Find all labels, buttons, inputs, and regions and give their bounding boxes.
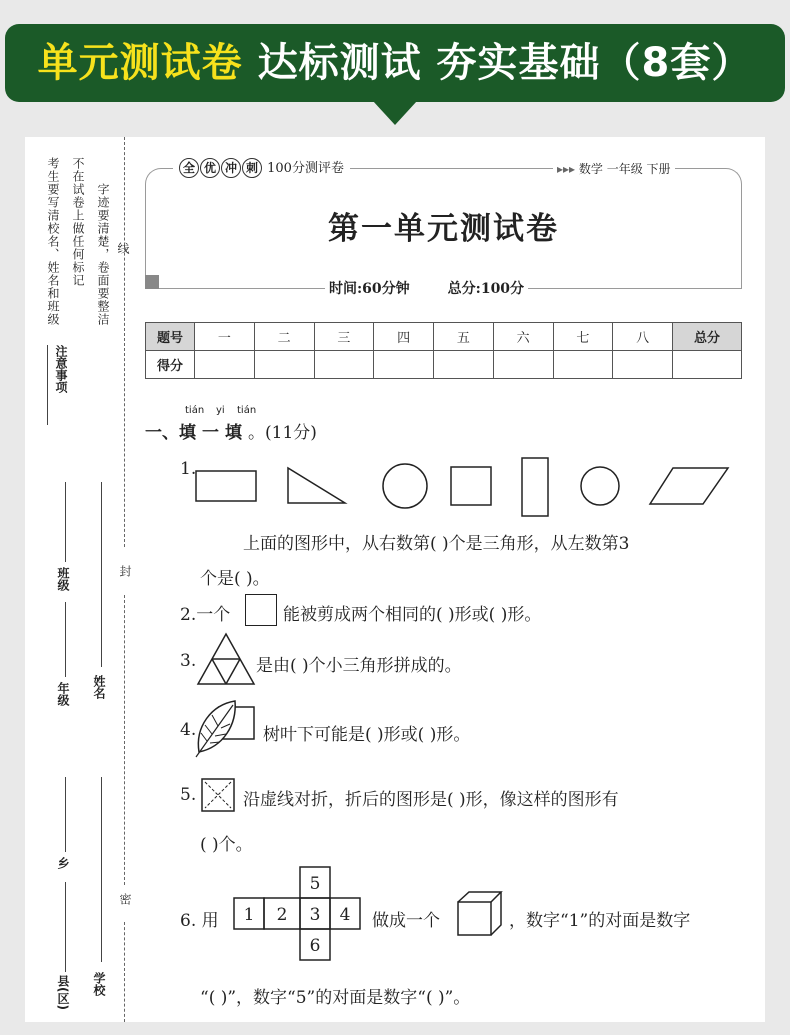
q4-text: 树叶下可能是( )形或( )形。 (263, 725, 471, 745)
q1-shapes (193, 455, 753, 520)
title-banner (5, 24, 785, 102)
notes-line-3: 字迹要清楚，卷面要整洁 (96, 183, 110, 326)
section-1-title (145, 418, 317, 443)
square-shape (451, 467, 491, 505)
cube-net (232, 865, 362, 965)
school-label: 学校 (92, 972, 106, 996)
q6-text1: 做成一个 (372, 911, 440, 931)
net-face-5: 5 (309, 874, 321, 894)
notes-title: 注意事项 (54, 345, 68, 393)
net-face-4: 4 (339, 905, 351, 925)
class-blank[interactable] (65, 482, 66, 562)
series-suffix: 100分测评卷 (267, 161, 344, 176)
score-cell[interactable] (254, 351, 314, 379)
q1-number: 1. (180, 459, 197, 479)
name-blank[interactable] (101, 482, 102, 667)
q1-line1: 上面的图形中，从右数第( )个是三角形，从左数第3 (243, 534, 630, 554)
banner-title-highlight: 单元测试卷 (37, 40, 243, 86)
grade-blank[interactable] (65, 602, 66, 677)
notes-line-1: 考生要写清校名、姓名和班级 (46, 157, 60, 326)
notes-line-tail: 线 (116, 242, 130, 255)
table-col-header: 七 (553, 323, 613, 351)
q5-text: 沿虚线对折，折后的图形是( )形，像这样的图形有 (243, 790, 619, 810)
pinyin-3: tián (237, 405, 257, 416)
county-label: 县(区) (56, 975, 70, 1010)
score-cell[interactable] (613, 351, 673, 379)
q6-number: 6. 用 (180, 911, 219, 931)
seal-dash-line-mid (124, 595, 125, 885)
score-cell[interactable] (195, 351, 255, 379)
circle-shape-small (581, 467, 619, 505)
score-cell[interactable] (434, 351, 494, 379)
score-cell[interactable] (553, 351, 613, 379)
score-cell[interactable] (673, 351, 742, 379)
seal-dash-line-top (124, 137, 125, 547)
net-face-2: 2 (276, 905, 288, 925)
grade-label: 年级 (56, 682, 70, 706)
fold-square-icon (200, 777, 236, 813)
table-col-header: 八 (613, 323, 673, 351)
notes-line-2: 不在试卷上做任何标记 (71, 157, 85, 287)
leaf-over-shape-icon (193, 697, 259, 759)
table-col-header: 二 (254, 323, 314, 351)
net-face-6: 6 (309, 936, 321, 956)
series-badge (173, 158, 350, 180)
section-number: 一、 (145, 423, 179, 443)
table-header-label: 题号 (146, 323, 195, 351)
banner-pointer-arrow (373, 101, 417, 125)
name-label: 姓名 (92, 675, 106, 699)
table-col-header: 三 (314, 323, 374, 351)
score-cell[interactable] (314, 351, 374, 379)
township-blank[interactable] (65, 777, 66, 852)
table-col-header: 六 (493, 323, 553, 351)
pinyin-2: yi (216, 405, 225, 416)
arrows-icon: ▸▸▸ (557, 162, 576, 176)
table-col-header: 四 (374, 323, 434, 351)
square-icon (245, 594, 277, 626)
q3-text: 是由( )个小三角形拼成的。 (256, 656, 462, 676)
q4-number: 4. (180, 720, 197, 740)
table-row-label: 得分 (146, 351, 195, 379)
triangle-shape (288, 468, 345, 503)
class-label: 班级 (56, 567, 70, 591)
series-char: 优 (200, 158, 220, 178)
triangle-grid-icon (195, 631, 257, 689)
table-col-header: 一 (195, 323, 255, 351)
banner-title (5, 24, 785, 102)
exam-paper (25, 137, 765, 1022)
table-total-header: 总分 (673, 323, 742, 351)
table-col-header: 五 (434, 323, 494, 351)
time-text: 时间:60分钟 (329, 281, 410, 297)
q1-line2: 个是( )。 (200, 569, 270, 589)
time-total-info (325, 278, 528, 298)
table-row (146, 323, 742, 351)
q3-number: 3. (180, 651, 197, 671)
table-row (146, 351, 742, 379)
net-face-3: 3 (309, 905, 321, 925)
rectangle-shape (196, 471, 256, 501)
q5-number: 5. (180, 785, 197, 805)
banner-title-rest: 达标测试 夯实基础（8套） (242, 40, 753, 86)
q6-line2: “( )”，数字“5”的对面是数字“( )”。 (200, 988, 471, 1008)
seal-char-feng: 封 (118, 565, 132, 577)
q2-text: 能被剪成两个相同的( )形或( )形。 (283, 605, 542, 625)
net-face-1: 1 (243, 905, 255, 925)
township-label: 乡 (56, 857, 70, 869)
q5-line2: ( )个。 (200, 835, 253, 855)
score-cell[interactable] (493, 351, 553, 379)
section-points: 。(11分) (248, 423, 317, 443)
parallelogram-shape (650, 468, 728, 504)
q6-text2: ，数字“1”的对面是数字 (509, 911, 691, 931)
series-char: 全 (179, 158, 199, 178)
circle-shape (383, 464, 427, 508)
section-heading: 填一填 (179, 423, 248, 443)
header-corner-square (145, 275, 159, 289)
q2-number: 2.一个 (180, 605, 231, 625)
subject-text: 数学 一年级 下册 (578, 162, 671, 176)
seal-char-mi: 密 (118, 893, 132, 905)
school-blank[interactable] (101, 777, 102, 962)
page-title: 第一单元测试卷 (328, 211, 559, 247)
seal-dash-line-bottom (124, 922, 125, 1022)
subject-info (553, 158, 675, 180)
score-table (145, 322, 742, 379)
tall-rectangle-shape (522, 458, 548, 516)
pinyin-1: tián (185, 405, 205, 416)
series-char: 刺 (242, 158, 262, 178)
cube-icon (455, 889, 505, 939)
county-blank[interactable] (65, 882, 66, 972)
notes-bracket (47, 345, 48, 425)
total-text: 总分:100分 (447, 281, 525, 297)
series-char: 冲 (221, 158, 241, 178)
score-cell[interactable] (374, 351, 434, 379)
